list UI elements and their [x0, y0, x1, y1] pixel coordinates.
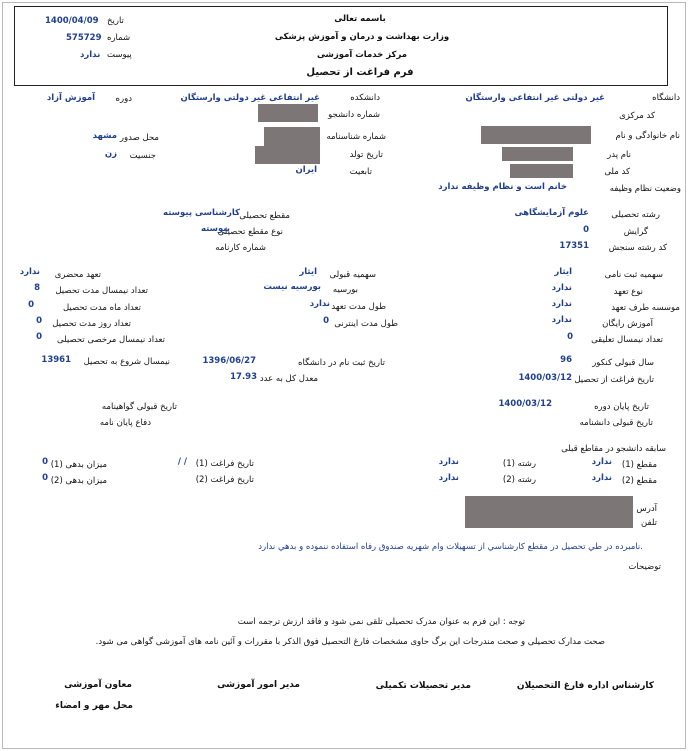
center-code-label: کد مرکزی	[619, 111, 655, 121]
level1-label: مقطع (1)	[621, 460, 657, 470]
institution-label: موسسه طرف تعهد	[611, 303, 680, 313]
ministry-name: وزارت بهداشت و درمان و آموزش پزشکی	[274, 32, 450, 42]
register-date-value: 1396/06/27	[202, 356, 256, 366]
gender-value: زن	[104, 149, 117, 159]
signature-education-deputy: معاون آموزشی	[64, 680, 132, 690]
level2-label: مقطع (2)	[621, 476, 657, 486]
days-label: تعداد روز مدت تحصیل	[52, 319, 131, 329]
intern-label: طول مدت اینترنی	[334, 319, 398, 329]
redacted-id-no	[264, 127, 320, 146]
intern-value: 0	[323, 316, 329, 326]
grad2-label: تاریخ فراغت (2)	[195, 475, 254, 485]
days-value: 0	[36, 316, 42, 326]
suspended-value: 0	[567, 332, 573, 342]
seal-placeholder: محل مهر و امضاء	[55, 701, 133, 711]
duration-value: ندارد	[309, 299, 330, 309]
date-label: تاریخ	[107, 16, 124, 26]
level2-value: ندارد	[591, 473, 612, 483]
exam-code-value: 17351	[559, 241, 589, 251]
exam-code-label: کد رشته سنجش	[608, 243, 667, 253]
gpa-value: 17.93	[230, 372, 257, 382]
scholarship-value: بورسیه نیست	[263, 282, 321, 292]
remarks-label: توضیحات	[628, 562, 661, 572]
national-code-label: کد ملی	[604, 167, 630, 177]
redacted-national-code	[510, 164, 573, 178]
field2-label: رشته (2)	[502, 475, 536, 485]
commit-type-value: ندارد	[551, 283, 572, 293]
start-semester-label: نیمسال شروع به تحصیل	[83, 357, 170, 367]
level-value: کارشناسی پیوسته	[163, 208, 240, 218]
previous-levels-title: سابقه دانشجو در مقاطع قبلی	[561, 444, 666, 454]
attachment-value: ندارد	[80, 50, 101, 60]
quota-reg-value: ایثار	[554, 267, 572, 277]
scholarship-label: بورسیه	[332, 285, 358, 295]
leave-value: 0	[36, 332, 42, 342]
debt2-label: میزان بدهی (2)	[50, 476, 107, 486]
warning-note: توجه : این فرم به عنوان مدرک تحصیلی تلقی نمی شود و فاقد ارزش ترجمه است	[237, 617, 525, 627]
military-value: خانم است و نظام وظیفه ندارد	[438, 182, 567, 192]
duration-label: طول مدت تعهد	[331, 302, 386, 312]
certificate-date-label: تاریخ قبولی گواهینامه	[101, 402, 177, 412]
gender-label: جنسیت	[129, 151, 156, 161]
number-value: 575729	[66, 33, 102, 43]
issue-place-label: محل صدور	[119, 133, 159, 143]
graduation-date-label: تاریخ فراغت از تحصیل	[574, 375, 654, 385]
field-value: علوم آزمایشگاهی	[514, 208, 589, 218]
faculty-label: دانشکده	[350, 93, 380, 103]
start-semester-value: 13961	[41, 355, 71, 365]
end-date-value: 1400/03/12	[498, 399, 552, 409]
limit-label: تعهد محضری	[54, 270, 101, 280]
period-label: دوره	[115, 94, 132, 104]
period-value: آموزش آزاد	[46, 93, 95, 103]
thesis-date-label: تاریخ قبولی دانشنامه	[579, 418, 653, 428]
number-label: شماره	[107, 33, 131, 43]
id-no-label: شماره شناسنامه	[326, 132, 386, 142]
address-label: آدرس	[636, 504, 657, 514]
register-date-label: تاریخ ثبت نام در دانشگاه	[298, 358, 385, 368]
basmala: باسمه تعالی	[334, 14, 386, 24]
end-date-label: تاریخ پایان دوره	[594, 402, 649, 412]
months-value: 0	[28, 300, 34, 310]
nationality-value: ایران	[295, 165, 317, 175]
gpa-label: معدل کل به عدد	[259, 374, 318, 384]
redacted-name	[481, 126, 591, 144]
issue-place-value: مشهد	[92, 131, 117, 141]
free-education-label: آموزش رایگان	[602, 319, 653, 329]
military-label: وضعیت نظام وظیفه	[609, 184, 681, 194]
field2-value: ندارد	[438, 473, 459, 483]
semesters-value: 8	[34, 283, 40, 293]
father-label: نام پدر	[607, 150, 631, 160]
field-label: رشته تحصیلی	[611, 210, 660, 220]
center-name: مرکز خدمات آموزشی	[316, 50, 408, 60]
nationality-label: تابعیت	[349, 167, 372, 177]
redacted-birth-date	[255, 146, 320, 164]
redacted-address-phone	[465, 496, 633, 528]
debt2-value: 0	[42, 473, 48, 483]
transcript-label: شماره کارنامه	[215, 243, 266, 253]
grad1-value: / /	[177, 457, 187, 467]
debt1-value: 0	[42, 457, 48, 467]
student-no-label: شماره دانشجو	[328, 110, 380, 120]
faculty-value: غیر انتفاعی غیر دولتی وارستگان	[180, 93, 320, 103]
semesters-label: تعداد نیمسال مدت تحصیل	[55, 286, 148, 296]
level-label: مقطع تحصیلی	[239, 211, 290, 221]
debt1-label: میزان بدهی (1)	[50, 460, 107, 470]
suspended-label: تعداد نیمسال تعلیقی	[591, 335, 663, 345]
field1-label: رشته (1)	[502, 459, 536, 469]
birth-date-label: تاریخ تولد	[349, 150, 383, 160]
signature-graduates-expert: کارشناس اداره فارغ التحصیلان	[516, 681, 654, 691]
konkur-value: 96	[560, 355, 572, 365]
grad1-label: تاریخ فراغت (1)	[195, 459, 254, 469]
thesis-defense-label: دفاع پایان نامه	[99, 418, 151, 428]
limit-value: ندارد	[19, 267, 40, 277]
signature-graduate-studies-manager: مدیر تحصیلات تکمیلی	[375, 681, 471, 691]
branch-label: گرایش	[623, 227, 648, 237]
phone-label: تلفن	[641, 518, 657, 528]
university-value: غیر دولتی غیر انتفاعی وارستگان	[465, 93, 605, 103]
quota-acc-value: ایثار	[299, 267, 317, 277]
redacted-father-name	[502, 147, 573, 161]
field1-value: ندارد	[438, 457, 459, 467]
quota-reg-label: سهمیه ثبت نامی	[604, 270, 663, 280]
commit-type-label: نوع تعهد	[613, 287, 643, 297]
level-type-value: پیوسته	[201, 224, 230, 234]
institution-value: ندارد	[551, 299, 572, 309]
level-type-label: نوع مقطع تحصیلی	[217, 227, 283, 237]
certification-note: .صحت مدارک تحصیلی و صحت مندرجات این برگ حاوی مشخصات فارغ التحصیل فوق الذکر با مقررات و آئین نامه های آموزشی گواهی می شود	[95, 637, 605, 647]
university-label: دانشگاه	[652, 93, 680, 103]
loan-note: نامبرده در طي تحصيل در مقطع کارشناسي از تسهيلات وام شهريه صندوق رفاه استفاده ننموده و بدهي ندارد.	[258, 542, 643, 552]
name-label: نام خانوادگی و نام	[615, 131, 680, 141]
signature-education-manager: مدیر امور آموزشی	[217, 680, 300, 690]
konkur-label: سال قبولی کنکور	[592, 358, 654, 368]
attachment-label: پیوست	[107, 50, 132, 60]
quota-acc-label: سهمیه قبولی	[329, 270, 376, 280]
free-education-value: ندارد	[551, 315, 572, 325]
graduation-date-value: 1400/03/12	[518, 373, 572, 383]
level1-value: ندارد	[591, 457, 612, 467]
redacted-student-no	[258, 104, 318, 122]
branch-value: 0	[583, 225, 589, 235]
date-value: 1400/04/09	[45, 16, 99, 26]
months-label: تعداد ماه مدت تحصیل	[62, 303, 141, 313]
leave-label: تعداد نیمسال مرخصی تحصیلی	[56, 335, 165, 345]
form-title: فرم فراغت از تحصیل	[306, 67, 414, 78]
